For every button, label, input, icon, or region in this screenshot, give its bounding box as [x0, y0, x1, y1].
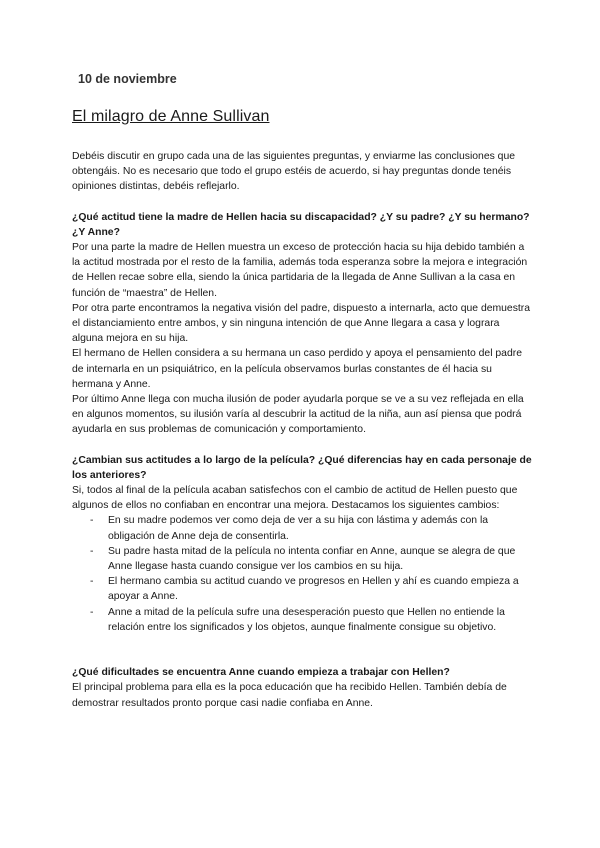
list-item-text: Anne a mitad de la película sufre una desesperación puesto que Hellen no entiende la relación entre los significados y los objetos, aunque finalmente consigue su objetivo.: [108, 606, 505, 633]
list-item: [72, 513, 532, 543]
bullet-dash: -: [90, 545, 94, 557]
question-attitudes: ¿Qué actitud tiene la madre de Hellen hacia su discapacidad? ¿Y su padre? ¿Y su hermano?¿Y Anne?: [72, 211, 530, 238]
changes-list: [72, 513, 532, 635]
question-changes: ¿Cambian sus actitudes a lo largo de la película? ¿Qué diferencias hay en cada personaje de los anteriores?: [72, 454, 532, 481]
document-date: 10 de noviembre: [78, 72, 177, 86]
intro-paragraph: Debéis discutir en grupo cada una de las siguientes preguntas, y enviarme las conclusiones que obtengáis. No es necesario que todo el grupo estéis de acuerdo, si hay preguntas donde tenéis opiniones distintas, debéis reflejarlo.: [72, 151, 516, 193]
section-changes: [72, 453, 532, 635]
paragraph-anne: Por último Anne llega con mucha ilusión de poder ayudarla porque se ve a su vez reflejada en ella en algunos momentos, su ilusión varía al descubrir la actitud de la niña, aun así piensa que podrá ayudarla en sus problemas de comunicación y comportamiento.: [72, 394, 524, 436]
paragraph-difficulties: El principal problema para ella es la poca educación que ha recibido Hellen. También debía de demostrar resultados pronto porque casi nadie confiaba en Anne.: [72, 682, 507, 709]
list-item: [72, 605, 532, 635]
section-difficulties: [72, 665, 532, 711]
paragraph-father: Por otra parte encontramos la negativa visión del padre, dispuesto a internarla, acto que demuestra el distanciamiento entre ambos, y sin ninguna intención de que Anne llegara a casa y lograra alguna mejora en su hija.: [72, 302, 531, 345]
bullet-dash: -: [90, 606, 94, 618]
list-item: [72, 544, 532, 574]
question-difficulties: ¿Qué dificultades se encuentra Anne cuando empieza a trabajar con Hellen?: [72, 667, 450, 679]
bullet-dash: -: [90, 515, 94, 527]
list-item-text: El hermano cambia su actitud cuando ve progresos en Hellen y ahí es cuando empieza a apoyar a Anne.: [108, 576, 519, 603]
list-item-text: En su madre podemos ver como deja de ver a su hija con lástima y además con la obligación de Anne deja de consentirla.: [108, 515, 489, 542]
paragraph-brother: El hermano de Hellen considera a su hermana un caso perdido y apoya el pensamiento del padre de internarla en un psiquiátrico, en la película observamos burlas constantes de él hacia su hermana y Anne.: [72, 348, 522, 390]
section-attitudes: [72, 210, 532, 438]
document-body: [72, 149, 532, 726]
list-item: [72, 574, 532, 604]
paragraph-mother: Por una parte la madre de Hellen muestra un exceso de protección hacia su hija debido también a la actitud mostrada por el resto de la familia, además toda esperanza sobre la mejora e integración de Hellen recae sobre ella, siendo la única partidaria de la llegada de Anne Sullivan a la casa en función de “maestra” de Hellen.: [72, 242, 528, 299]
bullet-dash: -: [90, 576, 94, 588]
list-item-text: Su padre hasta mitad de la película no intenta confiar en Anne, aunque se alegra de que Anne llegase hasta cuando consigue ver los cambios en su hija.: [108, 545, 516, 573]
paragraph-changes: Si, todos al final de la película acaban satisfechos con el cambio de actitud de Hellen puesto que algunos de ellos no confiaban en encontrar una mejora. Destacamos los siguientes cambios:: [72, 485, 518, 512]
document-title: El milagro de Anne Sullivan: [72, 108, 270, 125]
